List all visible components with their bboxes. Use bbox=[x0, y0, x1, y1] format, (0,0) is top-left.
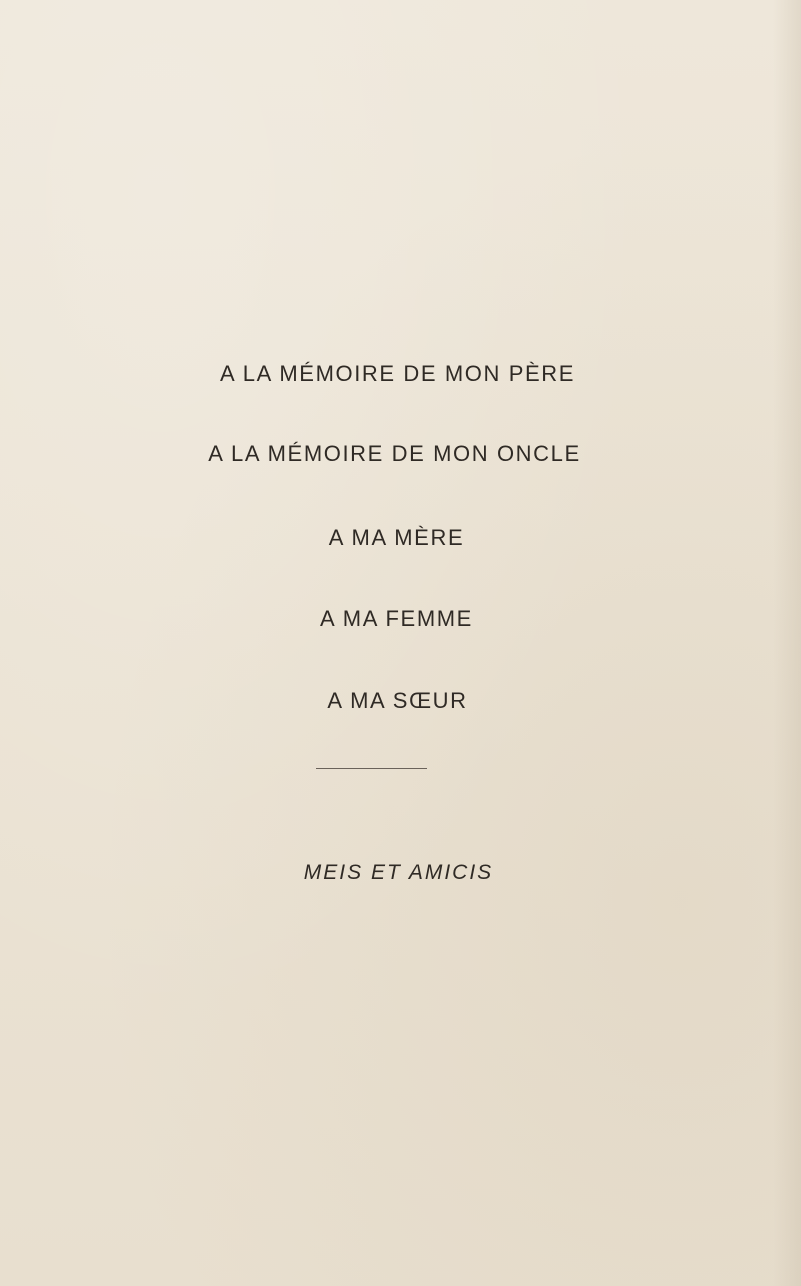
dedication-line-uncle: A LA MÉMOIRE DE MON ONCLE bbox=[208, 441, 581, 466]
dedication-line-mother: A MA MÈRE bbox=[328, 525, 465, 550]
motto: MEIS ET AMICIS bbox=[303, 861, 494, 884]
separator-rule bbox=[316, 768, 427, 769]
dedication-line-father: A LA MÉMOIRE DE MON PÈRE bbox=[219, 361, 576, 386]
dedication-line-wife: A MA FEMME bbox=[320, 606, 473, 631]
page-edge-shadow bbox=[773, 0, 801, 1286]
dedication-line-sister: A MA SŒUR bbox=[327, 688, 468, 713]
